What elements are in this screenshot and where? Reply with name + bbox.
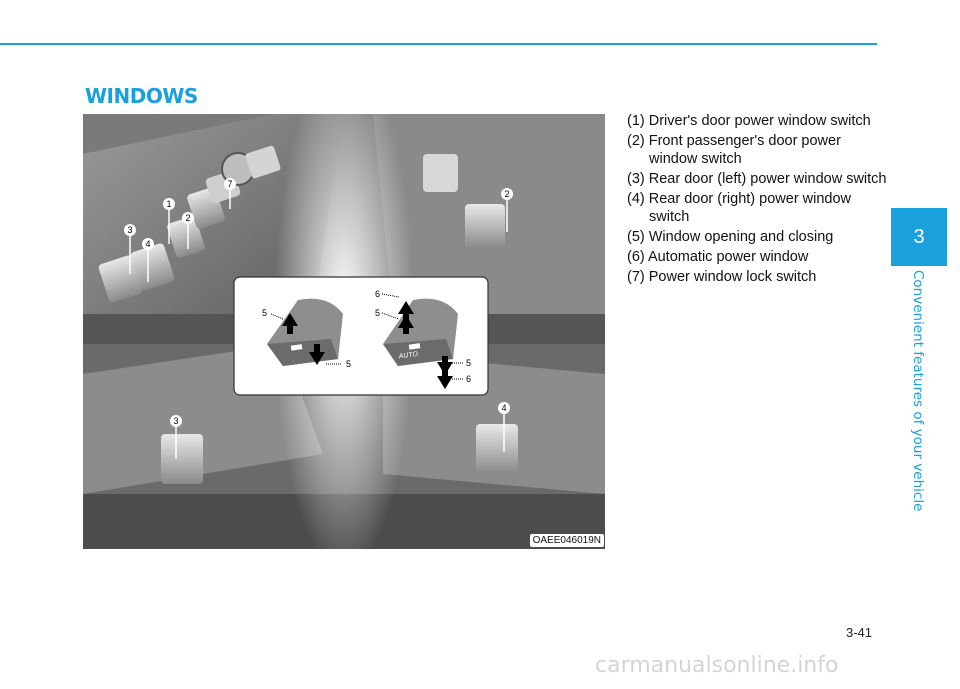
chapter-title-vertical [898,270,938,512]
watermark: carmanualsonline.info [595,653,839,678]
page-title: WINDOWS [85,84,198,108]
legend-item: (5) Window opening and closing [627,229,834,245]
inset-label-open: 5 [262,308,268,318]
inset-label-auto-close: 6 [466,374,472,384]
figure-code: OAEE046019N [530,534,604,547]
illustration-svg [83,114,605,549]
svg-text:2: 2 [504,189,510,199]
inset-label-close: 5 [346,359,352,369]
inset-label-open-2: 5 [375,308,381,318]
svg-text:7: 7 [227,179,233,189]
inset-label-close-2: 5 [466,358,472,368]
auto-label: AUTO [398,350,419,361]
top-rule [0,43,877,45]
window-switch-illustration [83,114,605,549]
chapter-title: Convenient features of your vehicle [910,270,926,512]
svg-text:4: 4 [501,403,507,413]
legend-item: (6) Automatic power window [627,249,809,265]
svg-text:1: 1 [166,199,172,209]
legend-item: (2) Front passenger's door power window switch [627,133,841,167]
page-number: 3-41 [846,625,873,640]
svg-text:3: 3 [173,416,179,426]
chapter-number: 3 [913,225,925,248]
inset-label-auto-open: 6 [375,289,381,299]
legend-item: (3) Rear door (left) power window switch [627,171,887,187]
switch-operation-inset [234,277,488,395]
chapter-tab [891,208,947,266]
legend-item: (1) Driver's door power window switch [627,113,871,129]
svg-text:3: 3 [127,225,133,235]
legend-item: (7) Power window lock switch [627,269,817,285]
svg-text:4: 4 [145,239,151,249]
legend-list [627,112,887,288]
svg-text:2: 2 [185,213,191,223]
legend-item: (4) Rear door (right) power window switch [627,191,852,225]
